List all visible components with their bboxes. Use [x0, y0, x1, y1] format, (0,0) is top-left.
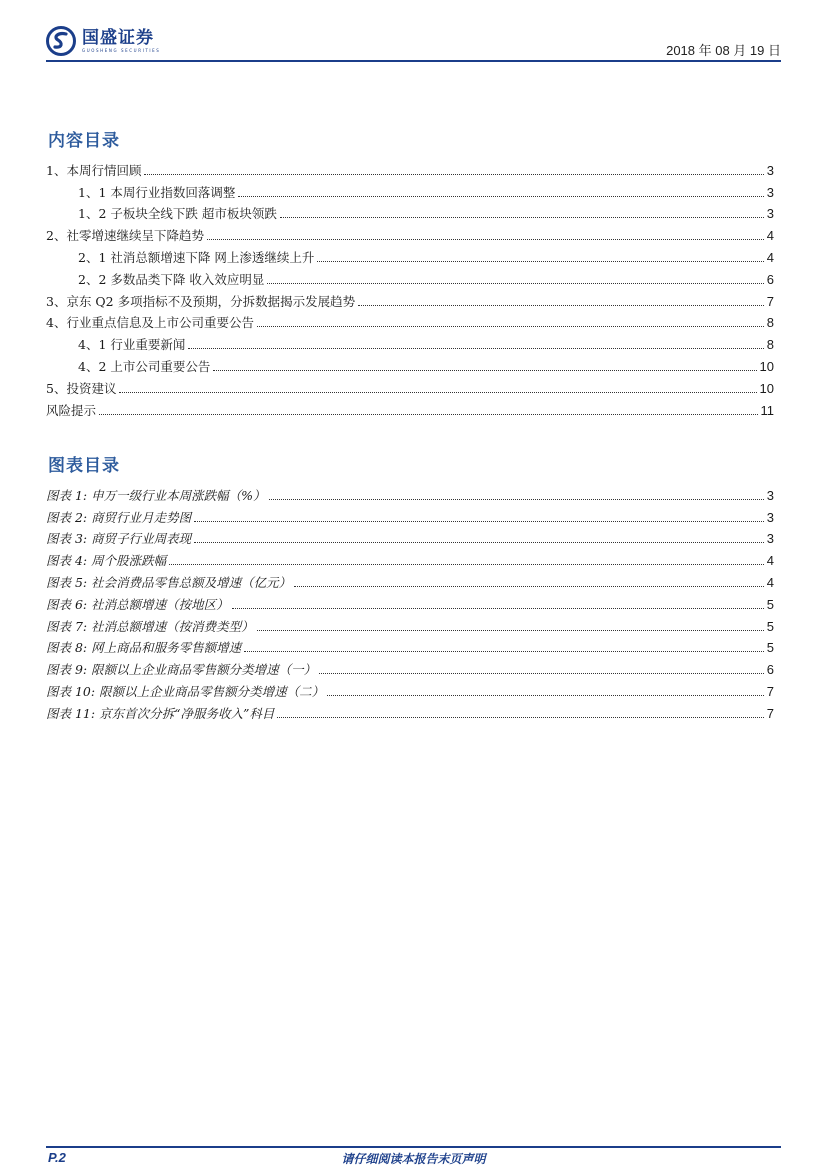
leader-dots — [232, 607, 764, 609]
toc-entry[interactable]: 2、2 多数品类下降 收入效应明显 6 — [78, 271, 774, 287]
report-date: 2018 年 08 月 19 日 — [666, 43, 781, 58]
leader-dots — [327, 694, 764, 696]
logo-icon — [46, 26, 76, 56]
leader-dots — [238, 195, 763, 197]
figure-entry[interactable]: 图表 1: 申万一级行业本周涨跌幅（%） 3 — [46, 487, 774, 503]
toc-entry[interactable]: 2、1 社消总额增速下降 网上渗透继续上升 4 — [78, 249, 774, 265]
logo-name-cn: 国盛证券 — [82, 28, 154, 48]
toc-entry[interactable]: 1、1 本周行业指数回落调整 3 — [78, 184, 774, 200]
leader-dots — [294, 585, 764, 587]
disclaimer-note: 请仔细阅读本报告末页声明 — [341, 1152, 486, 1166]
toc-entry[interactable]: 1、2 子板块全线下跌 超市板块领跌 3 — [78, 206, 774, 222]
figures-title: 图表目录 — [48, 456, 120, 476]
leader-dots — [257, 325, 764, 327]
contents-list — [46, 157, 774, 419]
figure-entry[interactable]: 图表 11: 京东首次分拆“净服务收入”科目 7 — [46, 705, 774, 721]
company-logo — [46, 24, 160, 58]
toc-entry[interactable]: 4、1 行业重要新闻 8 — [78, 337, 774, 353]
page-number: P.2 — [48, 1150, 66, 1165]
leader-dots — [188, 347, 763, 349]
leader-dots — [358, 304, 764, 306]
toc-entry[interactable]: 4、行业重点信息及上市公司重要公告 8 — [46, 315, 774, 331]
leader-dots — [257, 629, 764, 631]
figure-entry[interactable]: 图表 8: 网上商品和服务零售额增速 5 — [46, 640, 774, 656]
page-header — [46, 24, 781, 60]
leader-dots — [317, 260, 763, 262]
footer-divider — [46, 1146, 781, 1148]
toc-entry[interactable]: 3、京东 Q2 多项指标不及预期，分拆数据揭示发展趋势 7 — [46, 293, 774, 309]
leader-dots — [269, 498, 764, 500]
leader-dots — [169, 563, 764, 565]
figure-entry[interactable]: 图表 6: 社消总额增速（按地区） 5 — [46, 596, 774, 612]
toc-entry[interactable]: 5、投资建议 10 — [46, 380, 774, 396]
leader-dots — [213, 369, 756, 371]
figure-entry[interactable]: 图表 9: 限额以上企业商品零售额分类增速（一） 6 — [46, 662, 774, 678]
header-divider — [46, 60, 781, 62]
figures-list — [46, 482, 774, 722]
leader-dots — [280, 216, 764, 218]
leader-dots — [99, 413, 757, 415]
leader-dots — [194, 520, 764, 522]
figure-entry[interactable]: 图表 5: 社会消费品零售总额及增速（亿元） 4 — [46, 574, 774, 590]
logo-name-en: GUOSHENG SECURITIES — [82, 48, 161, 53]
figure-entry[interactable]: 图表 3: 商贸子行业周表现 3 — [46, 531, 774, 547]
figure-entry[interactable]: 图表 10: 限额以上企业商品零售额分类增速（二） 7 — [46, 683, 774, 699]
leader-dots — [267, 282, 763, 284]
figure-entry[interactable]: 图表 2: 商贸行业月走势图 3 — [46, 509, 774, 525]
toc-entry[interactable]: 1、本周行情回顾 3 — [46, 162, 774, 178]
toc-entry[interactable]: 风险提示 11 — [46, 402, 774, 418]
contents-title: 内容目录 — [48, 131, 120, 151]
toc-entry[interactable]: 4、2 上市公司重要公告 10 — [78, 358, 774, 374]
toc-entry[interactable]: 2、社零增速继续呈下降趋势 4 — [46, 228, 774, 244]
leader-dots — [244, 650, 764, 652]
leader-dots — [319, 672, 764, 674]
figure-entry[interactable]: 图表 7: 社消总额增速（按消费类型） 5 — [46, 618, 774, 634]
leader-dots — [277, 716, 763, 718]
leader-dots — [207, 238, 764, 240]
leader-dots — [144, 173, 763, 175]
leader-dots — [119, 391, 756, 393]
leader-dots — [194, 541, 764, 543]
figure-entry[interactable]: 图表 4: 周个股涨跌幅 4 — [46, 553, 774, 569]
